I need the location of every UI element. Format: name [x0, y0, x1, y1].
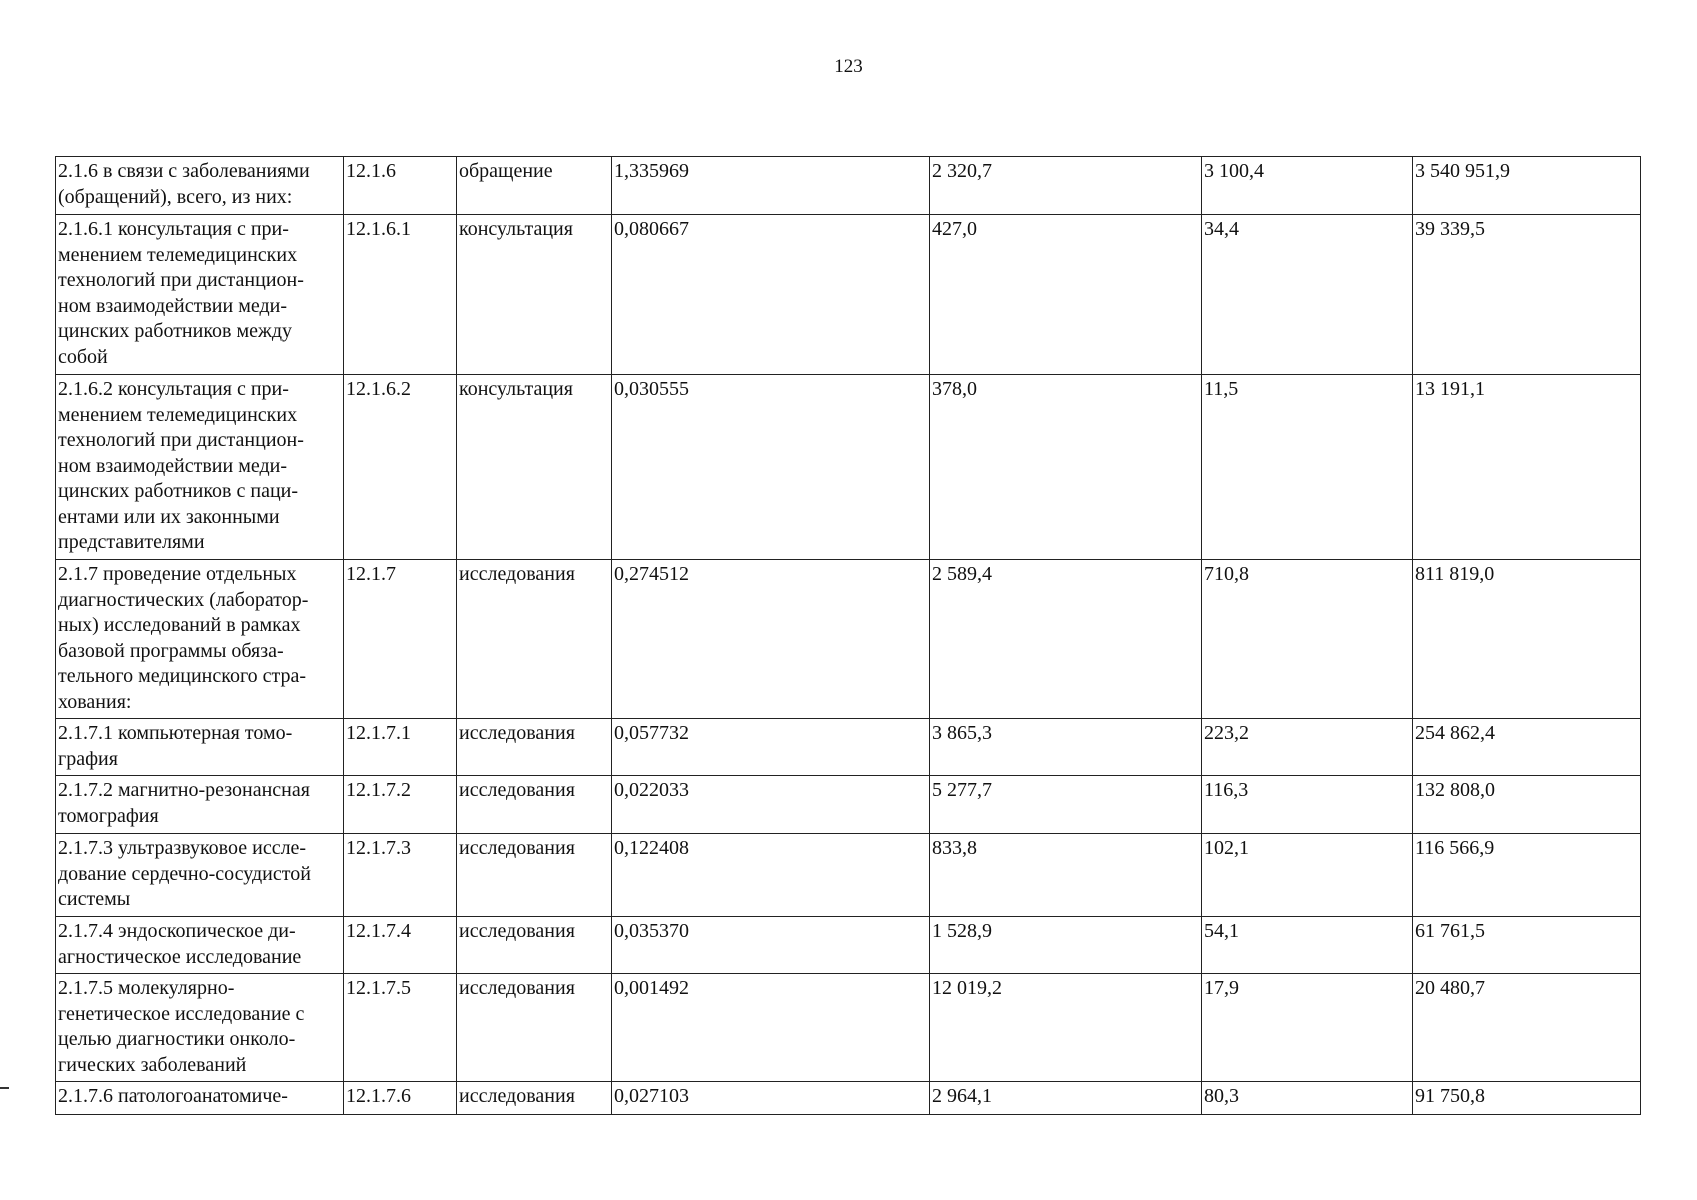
row-name-cell: 2.1.6.1 консультация с при- менением телемедицинских технологий при дистанцион- ном взаимодействии меди- цинских работников между собой: [56, 215, 344, 375]
row-line-number-cell: 12.1.7.1: [344, 719, 457, 776]
row-total-cell: 39 339,5: [1413, 215, 1641, 375]
table-row: [56, 375, 1641, 560]
row-unit-cell: исследования: [457, 776, 612, 834]
row-per-capita-cell: 102,1: [1202, 834, 1413, 917]
row-total-cell: 132 808,0: [1413, 776, 1641, 834]
row-line-number-cell: 12.1.7.2: [344, 776, 457, 834]
row-total-cell: 61 761,5: [1413, 917, 1641, 974]
row-name-cell: 2.1.7 проведение отдельных диагностических (лаборатор- ных) исследований в рамках базовой программы обяза- тельного медицинского стра- хования:: [56, 560, 344, 719]
table-row: [56, 560, 1641, 719]
row-per-capita-cell: 3 100,4: [1202, 157, 1413, 215]
row-norm-cell: 0,274512: [612, 560, 930, 719]
row-name-cell: 2.1.7.2 магнитно-резонансная томография: [56, 776, 344, 834]
table-body: [56, 157, 1641, 1115]
row-norm-cell: 0,080667: [612, 215, 930, 375]
row-total-cell: 116 566,9: [1413, 834, 1641, 917]
row-unit-cell: исследования: [457, 560, 612, 719]
row-per-capita-cell: 17,9: [1202, 974, 1413, 1082]
table-row: [56, 917, 1641, 974]
row-per-capita-cell: 223,2: [1202, 719, 1413, 776]
table-row: [56, 215, 1641, 375]
row-per-capita-cell: 710,8: [1202, 560, 1413, 719]
row-line-number-cell: 12.1.6.1: [344, 215, 457, 375]
row-norm-cell: 0,035370: [612, 917, 930, 974]
row-unit-cell: исследования: [457, 719, 612, 776]
row-norm-cell: 0,027103: [612, 1082, 930, 1115]
row-unit-cell: обращение: [457, 157, 612, 215]
table-row: [56, 157, 1641, 215]
row-total-cell: 254 862,4: [1413, 719, 1641, 776]
row-cost-cell: 427,0: [930, 215, 1202, 375]
row-cost-cell: 1 528,9: [930, 917, 1202, 974]
row-name-cell: 2.1.6 в связи с заболеваниями (обращений), всего, из них:: [56, 157, 344, 215]
row-unit-cell: исследования: [457, 1082, 612, 1115]
row-norm-cell: 0,022033: [612, 776, 930, 834]
row-name-cell: 2.1.7.6 патологоанатомиче-: [56, 1082, 344, 1115]
row-name-cell: 2.1.7.1 компьютерная томо- графия: [56, 719, 344, 776]
row-per-capita-cell: 54,1: [1202, 917, 1413, 974]
row-cost-cell: 2 964,1: [930, 1082, 1202, 1115]
page-number: 123: [834, 56, 863, 77]
table-row: [56, 974, 1641, 1082]
row-unit-cell: исследования: [457, 834, 612, 917]
row-cost-cell: 2 589,4: [930, 560, 1202, 719]
row-total-cell: 91 750,8: [1413, 1082, 1641, 1115]
row-unit-cell: консультация: [457, 215, 612, 375]
row-name-cell: 2.1.7.5 молекулярно- генетическое исследование с целью диагностики онколо- гических заболеваний: [56, 974, 344, 1082]
row-line-number-cell: 12.1.7.5: [344, 974, 457, 1082]
row-line-number-cell: 12.1.7: [344, 560, 457, 719]
table-row: [56, 776, 1641, 834]
row-line-number-cell: 12.1.7.3: [344, 834, 457, 917]
row-cost-cell: 5 277,7: [930, 776, 1202, 834]
row-name-cell: 2.1.7.3 ультразвуковое иссле- дование сердечно-сосудистой системы: [56, 834, 344, 917]
row-line-number-cell: 12.1.7.4: [344, 917, 457, 974]
scan-edge-mark: [0, 1087, 9, 1089]
financing-table: [55, 156, 1641, 1115]
row-total-cell: 3 540 951,9: [1413, 157, 1641, 215]
row-norm-cell: 0,001492: [612, 974, 930, 1082]
row-cost-cell: 833,8: [930, 834, 1202, 917]
row-unit-cell: консультация: [457, 375, 612, 560]
row-name-cell: 2.1.6.2 консультация с при- менением телемедицинских технологий при дистанцион- ном взаимодействии меди- цинских работников с паци- ентами или их законными представителями: [56, 375, 344, 560]
financing-table-wrapper: [55, 156, 1640, 1115]
row-norm-cell: 0,122408: [612, 834, 930, 917]
table-row: [56, 719, 1641, 776]
table-row: [56, 834, 1641, 917]
row-total-cell: 20 480,7: [1413, 974, 1641, 1082]
row-line-number-cell: 12.1.6.2: [344, 375, 457, 560]
row-cost-cell: 2 320,7: [930, 157, 1202, 215]
row-per-capita-cell: 34,4: [1202, 215, 1413, 375]
row-total-cell: 811 819,0: [1413, 560, 1641, 719]
row-line-number-cell: 12.1.6: [344, 157, 457, 215]
row-cost-cell: 12 019,2: [930, 974, 1202, 1082]
row-cost-cell: 378,0: [930, 375, 1202, 560]
row-per-capita-cell: 116,3: [1202, 776, 1413, 834]
table-row: [56, 1082, 1641, 1115]
row-name-cell: 2.1.7.4 эндоскопическое ди- агностическое исследование: [56, 917, 344, 974]
row-unit-cell: исследования: [457, 917, 612, 974]
row-total-cell: 13 191,1: [1413, 375, 1641, 560]
row-unit-cell: исследования: [457, 974, 612, 1082]
row-cost-cell: 3 865,3: [930, 719, 1202, 776]
row-norm-cell: 0,057732: [612, 719, 930, 776]
row-per-capita-cell: 80,3: [1202, 1082, 1413, 1115]
row-norm-cell: 1,335969: [612, 157, 930, 215]
row-norm-cell: 0,030555: [612, 375, 930, 560]
row-line-number-cell: 12.1.7.6: [344, 1082, 457, 1115]
row-per-capita-cell: 11,5: [1202, 375, 1413, 560]
